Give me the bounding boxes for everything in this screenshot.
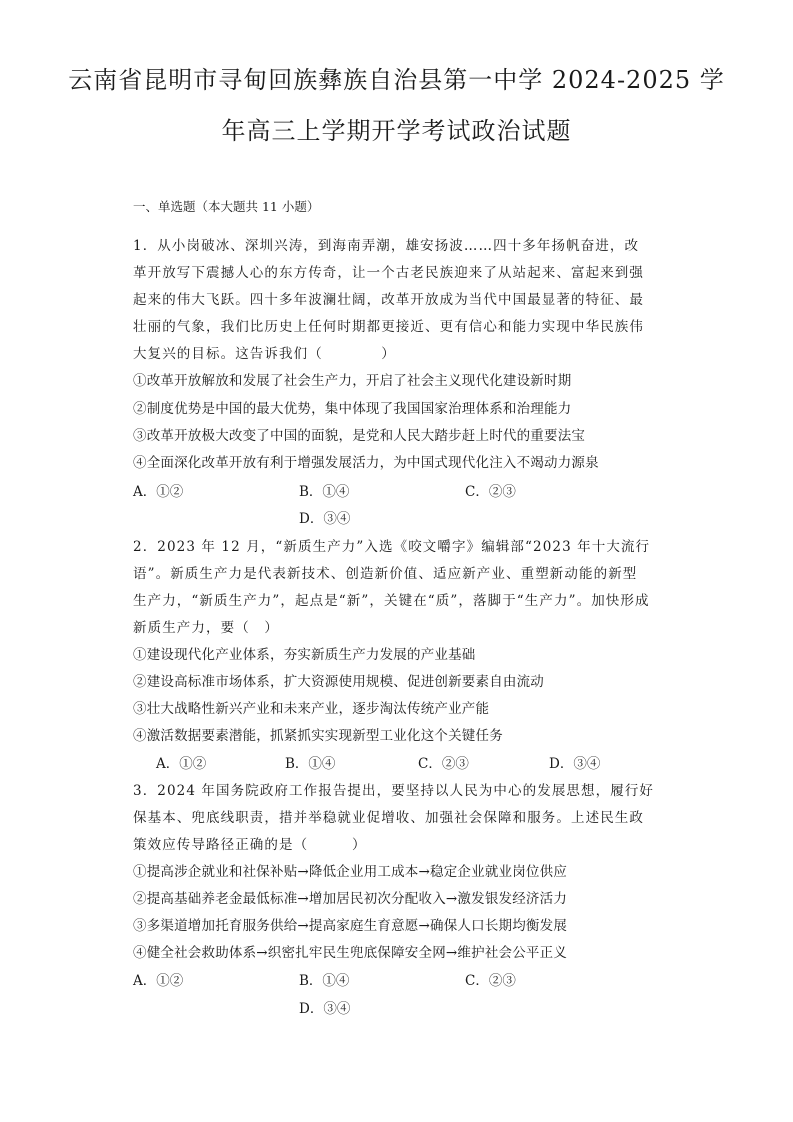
question-stem-line: 新质生产力，要（ ）: [133, 620, 279, 636]
question-stem-line: 1．从小岗破冰、深圳兴涛，到海南弄潮，雄安扬波……四十多年扬帆奋进，改: [133, 238, 640, 254]
answer-option-b[interactable]: B．①④: [285, 756, 336, 772]
document-title-line-1: 云南省昆明市寻甸回族彝族自治县第一中学 2024-2025 学: [68, 66, 725, 94]
statement-item: ①建设现代化产业体系，夯实新质生产力发展的产业基础: [133, 647, 476, 663]
question-stem-line: 起来的伟大飞跃。四十多年波澜壮阔，改革开放成为当代中国最显著的特征、最: [133, 292, 644, 308]
statement-item: ④全面深化改革开放有利于增强发展活力，为中国式现代化注入不竭动力源泉: [133, 455, 599, 471]
question-stem-line: 语”。新质生产力是代表新技术、创造新价值、适应新产业、重塑新动能的新型: [133, 566, 638, 582]
statement-item: ①提高涉企就业和社保补贴→降低企业用工成本→稳定企业就业岗位供应: [133, 864, 568, 880]
answer-option-c[interactable]: C．②③: [465, 484, 516, 500]
question-stem-line: 大复兴的目标。这告诉我们（ ）: [133, 346, 396, 362]
question-stem-line: 3．2024 年国务院政府工作报告提出，要坚持以人民为中心的发展思想，履行好: [133, 783, 655, 799]
answer-option-a[interactable]: A．①②: [133, 484, 184, 500]
answer-option-a[interactable]: A．①②: [156, 756, 207, 772]
answer-option-a[interactable]: A．①②: [133, 973, 184, 989]
statement-item: ③多渠道增加托育服务供给→提高家庭生育意愿→确保人口长期均衡发展: [133, 918, 568, 934]
question-stem-line: 保基本、兜底线职责，措并举稳就业促增收、加强社会保障和服务。上述民生政: [133, 810, 644, 826]
answer-option-d[interactable]: D．③④: [299, 1001, 351, 1017]
document-title-line-2: 年高三上学期开学考试政治试题: [221, 117, 572, 145]
question-stem-line: 革开放写下震撼人心的东方传奇，让一个古老民族迎来了从站起来、富起来到强: [133, 265, 644, 281]
statement-item: ④健全社会救助体系→织密扎牢民生兜底保障安全网→维护社会公平正义: [133, 945, 568, 961]
answer-option-d[interactable]: D．③④: [549, 756, 601, 772]
section-heading: 一、单选题（本大题共 11 小题）: [133, 199, 320, 214]
question-stem-line: 2．2023 年 12 月，“新质生产力”入选《咬文嚼字》编辑部“2023 年十大流行: [133, 539, 651, 555]
question-stem-line: 生产力，“新质生产力”，起点是“新”，关键在“质”，落脚于“生产力”。加快形成: [133, 593, 650, 609]
statement-item: ②提高基础养老金最低标准→增加居民初次分配收入→激发银发经济活力: [133, 891, 568, 907]
answer-option-b[interactable]: B．①④: [299, 973, 350, 989]
statement-item: ④激活数据要素潜能，抓紧抓实实现新型工业化这个关键任务: [133, 728, 503, 744]
statement-item: ②制度优势是中国的最大优势，集中体现了我国国家治理体系和治理能力: [133, 401, 572, 417]
answer-option-c[interactable]: C．②③: [418, 756, 469, 772]
question-stem-line: 策效应传导路径正确的是（ ）: [133, 837, 367, 853]
answer-option-b[interactable]: B．①④: [299, 484, 350, 500]
question-stem-line: 壮丽的气象，我们比历史上任何时期都更接近、更有信心和能力实现中华民族伟: [133, 319, 644, 335]
answer-option-c[interactable]: C．②③: [465, 973, 516, 989]
statement-item: ②建设高标准市场体系，扩大资源使用规模、促进创新要素自由流动: [133, 674, 544, 690]
statement-item: ③改革开放极大改变了中国的面貌，是党和人民大踏步赶上时代的重要法宝: [133, 428, 586, 444]
statement-item: ③壮大战略性新兴产业和未来产业，逐步淘汰传统产业产能: [133, 701, 490, 717]
answer-option-d[interactable]: D．③④: [299, 511, 351, 527]
statement-item: ①改革开放解放和发展了社会生产力，开启了社会主义现代化建设新时期: [133, 373, 572, 389]
